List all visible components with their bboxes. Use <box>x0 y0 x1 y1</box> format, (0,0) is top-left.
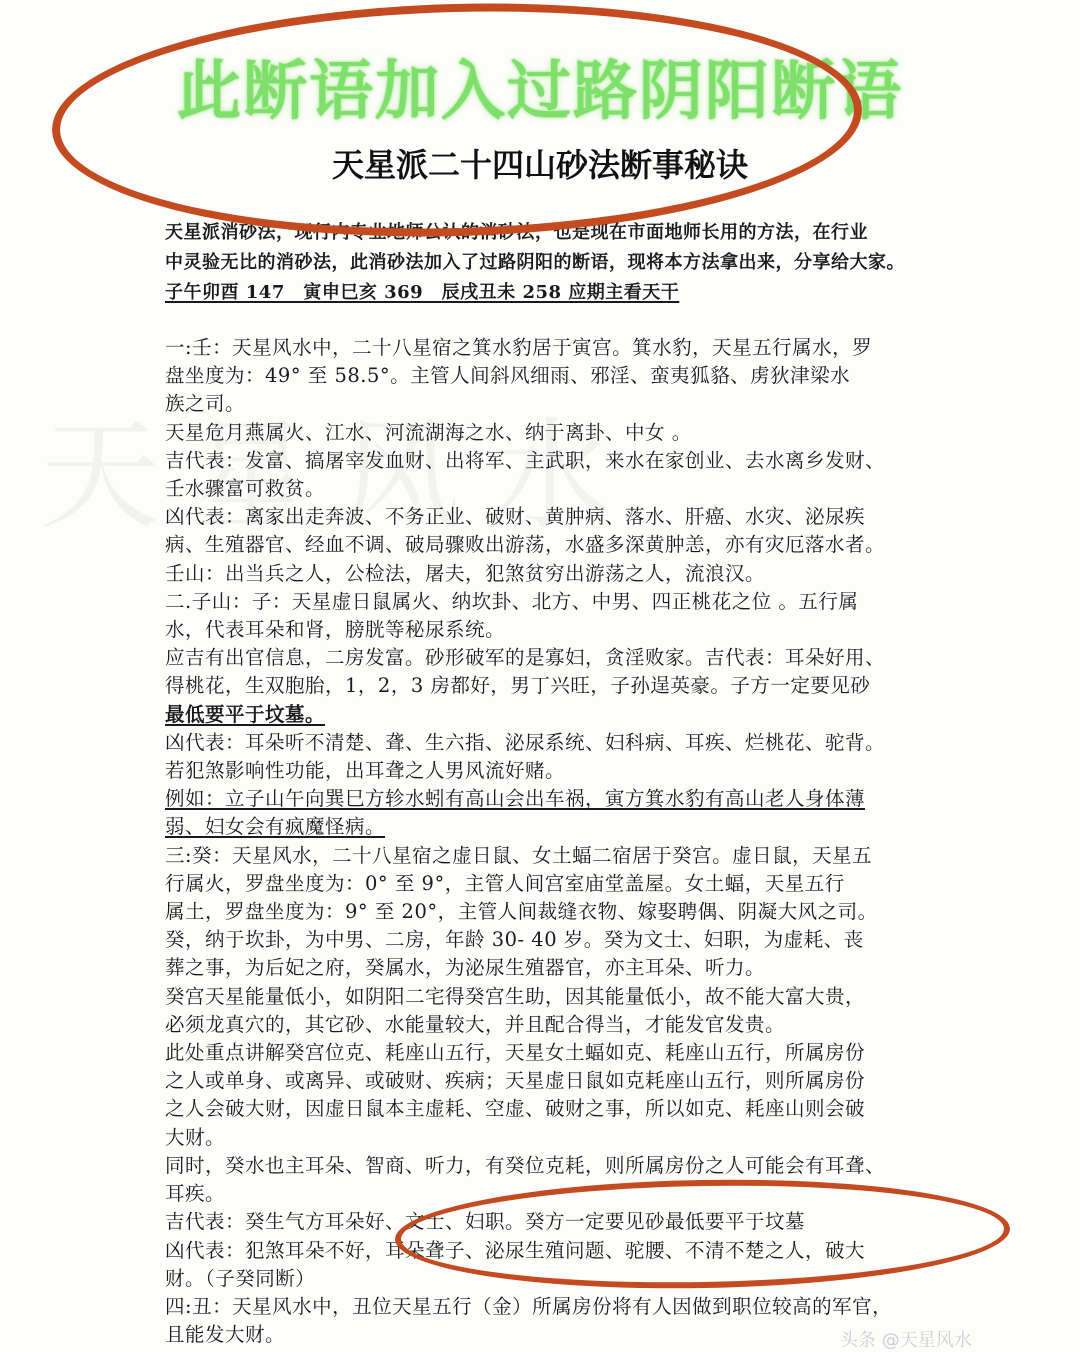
text-line: 病、生殖器官、经血不调、破局骤败出游荡，水盛多深黄肿恙，亦有灾厄落水者。 <box>165 533 886 557</box>
text-line: 凶代表：离家出走奔波、不务正业、破财、黄肿病、落水、肝癌、水灾、泌尿疾 <box>165 505 866 529</box>
text-line: 吉代表：发富、搞屠宰发血财、出将军、主武职，来水在家创业、去水离乡发财、 <box>165 448 886 472</box>
footer-watermark: 头条 @天星风水 <box>840 1330 972 1351</box>
text-line: 四:丑：天星风水中，丑位天星五行（金）所属房份将有人因做到职位较高的军官， <box>165 1294 893 1318</box>
text-line: 癸宫天星能量低小，如阴阳二宅得癸宫生助，因其能量低小，故不能大富大贵， <box>165 984 866 1008</box>
text-line: 且能发大财。 <box>165 1323 286 1347</box>
text-line: 例如：立子山午向巽巳方轸水蚓有高山会出车祸，寅方箕水豹有高山老人身体薄 <box>165 787 866 811</box>
text-line: 之人会破大财，因虚日鼠本主虚耗、空虚、破财之事，所以如克、耗座山则会破 <box>165 1097 866 1121</box>
text-line: 大财。 <box>165 1125 226 1149</box>
text-line: 弱、妇女会有疯魔怪病。 <box>165 815 386 839</box>
text-line: 行属火，罗盘坐度为：0° 至 9°，主管人间宫室庙堂盖屋。女土蝠，天星五行 <box>165 871 845 895</box>
intro-line: 天星派消砂法，现行内专业地师公认的消砂法，也是现在市面地师长用的方法，在行业 <box>165 222 868 243</box>
text-line: 吉代表：癸生气方耳朵好、文士、妇职。癸方一定要见砂最低要平于坟墓 <box>165 1210 806 1234</box>
page-title: 天星派二十四山砂法断事秘诀 <box>331 146 748 184</box>
intro-line: 中灵验无比的消砂法，此消砂法加入了过路阴阳的断语，现将本方法拿出来，分享给大家。 <box>165 252 905 273</box>
text-line: 属土，罗盘坐度为：9° 至 20°，主管人间裁缝衣物、嫁娶聘偶、阴凝大风之司。 <box>165 900 878 924</box>
text-line: 必须龙真穴的，其它砂、水能量较大，并且配合得当，才能发官发贵。 <box>165 1012 786 1036</box>
text-line: 最低要平于坟墓。 <box>165 702 326 726</box>
text-line: 凶代表：犯煞耳朵不好，耳朵聋子、泌尿生殖问题、驼腰、不清不楚之人，破大 <box>165 1238 866 1262</box>
text-line: 财。（子癸同断） <box>165 1266 316 1290</box>
text-line: 族之司。 <box>165 392 246 416</box>
text-line: 得桃花，生双胞胎，1，2，3 房都好，男丁兴旺，子孙逞英豪。子方一定要见砂 <box>165 674 871 698</box>
intro-paragraph <box>165 218 925 308</box>
banner-heading: 此断语加入过路阴阳断语 <box>177 55 903 129</box>
highlight-oval <box>49 0 865 247</box>
text-line: 葬之事，为后妃之府，癸属水，为泌尿生殖器官，亦主耳朵、听力。 <box>165 956 766 980</box>
text-line: 应吉有出官信息，二房发富。砂形破军的是寡妇，贪淫败家。吉代表：耳朵好用、 <box>165 646 886 670</box>
text-line: 若犯煞影响性功能，出耳聋之人男风流好赌。 <box>165 759 566 783</box>
text-line: 一:壬：天星风水中，二十八星宿之箕水豹居于寅宫。箕水豹，天星五行属水，罗 <box>165 336 873 359</box>
text-line: 壬山：出当兵之人，公检法，屠夫，犯煞贫穷出游荡之人，流浪汉。 <box>165 561 766 585</box>
text-line: 耳疾。 <box>165 1182 226 1206</box>
text-line: 水，代表耳朵和肾，膀胱等秘尿系统。 <box>165 618 506 642</box>
text-line: 同时，癸水也主耳朵、智商、听力，有癸位克耗，则所属房份之人可能会有耳聋、 <box>165 1153 886 1177</box>
text-line: 天星危月燕属火、江水、河流湖海之水、纳于离卦、中女 。 <box>165 420 692 444</box>
intro-line: 子午卯酉 147 寅申巳亥 369 辰戌丑未 258 应期主看天干 <box>165 282 680 303</box>
text-line: 盘坐度为：49° 至 58.5°。主管人间斜风细雨、邪淫、蛮夷狐貉、虏狄津梁水 <box>165 364 851 388</box>
text-line: 癸，纳于坎卦，为中男、二房，年龄 30- 40 岁。癸为文士、妇职，为虚耗、丧 <box>165 928 864 952</box>
text-line: 此处重点讲解癸宫位克、耗座山五行，天星女土蝠如克、耗座山五行，所属房份 <box>165 1041 866 1065</box>
text-line: 二.子山：子：天星虚日鼠属火、纳坎卦、北方、中男、四正桃花之位 。五行属 <box>165 589 859 613</box>
text-line: 三:癸：天星风水，二十八星宿之虚日鼠、女土蝠二宿居于癸宫。虚日鼠，天星五 <box>165 843 873 867</box>
text-line: 之人或单身、或离异、或破财、疾病；天星虚日鼠如克耗座山五行，则所属房份 <box>165 1069 866 1093</box>
document-body <box>165 218 925 1349</box>
text-line: 凶代表：耳朵听不清楚、聋、生六指、泌尿系统、妇科病、耳疾、烂桃花、驼背。 <box>165 730 886 754</box>
text-line: 壬水骤富可救贫。 <box>165 477 326 501</box>
